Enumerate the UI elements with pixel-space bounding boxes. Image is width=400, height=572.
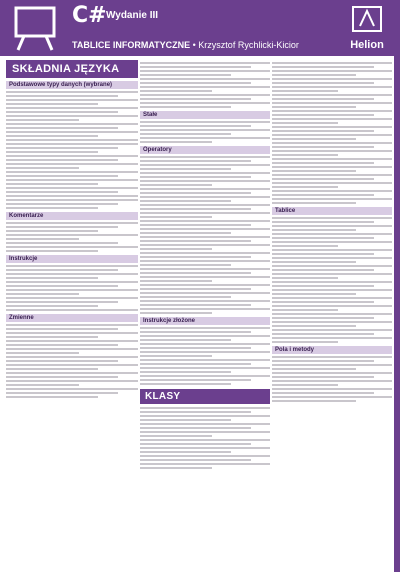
publisher-name: Helion (350, 39, 384, 51)
helion-logo-icon (352, 6, 382, 32)
comments-body (6, 222, 138, 252)
page-title: C# (72, 3, 107, 28)
subsection-comments: Komentarze (6, 212, 138, 220)
compound-body (140, 327, 270, 385)
section-syntax: SKŁADNIA JĘZYKA (6, 60, 138, 78)
subsection-arrays: Tablice (272, 207, 392, 215)
fields-methods-body (272, 356, 392, 402)
arrays-body (272, 217, 392, 343)
section-classes: KLASY (140, 389, 270, 404)
compound-continued (272, 62, 392, 204)
subsection-variables: Zmienne (6, 314, 138, 322)
subsection-operators: Operatory (140, 146, 270, 154)
series-name: TABLICE INFORMATYCZNE (72, 40, 191, 50)
subtitle (72, 40, 299, 50)
variables-body (6, 324, 138, 398)
column-1 (6, 60, 138, 566)
operators-body (140, 156, 270, 314)
publisher-logo (342, 6, 392, 52)
classes-body (140, 407, 270, 469)
constants-body (140, 121, 270, 143)
subsection-types: Podstawowe typy danych (wybrane) (6, 81, 138, 89)
author: • Krzysztof Rychlicki-Kicior (190, 40, 299, 50)
column-3 (272, 60, 392, 566)
subsection-fields-methods: Pola i metody (272, 346, 392, 354)
edition-label: Wydanie III (106, 10, 159, 21)
types-continued (140, 62, 270, 108)
instructions-body (6, 265, 138, 311)
board-icon (10, 4, 64, 52)
header (0, 0, 400, 56)
subsection-constants: Stałe (140, 111, 270, 119)
subsection-instructions: Instrukcje (6, 255, 138, 263)
subsection-compound: Instrukcje złożone (140, 317, 270, 325)
types-body (6, 91, 138, 209)
column-2 (140, 60, 270, 566)
